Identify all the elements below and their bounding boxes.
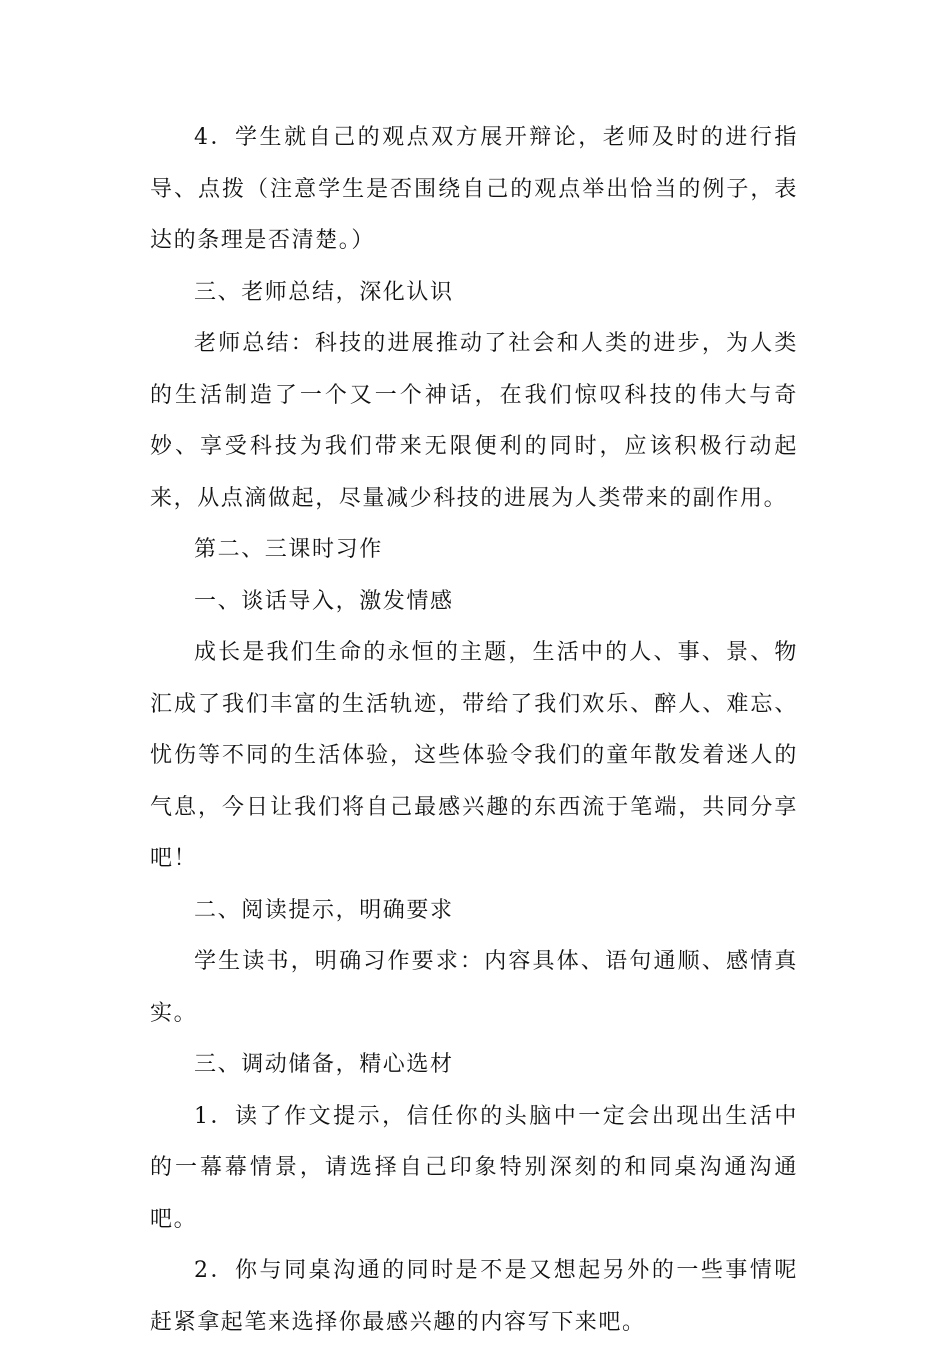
paragraph-debate-step-4: 4．学生就自己的观点双方展开辩论，老师及时的进行指导、点拨（注意学生是否围绕自己的观点举出恰当的例子，表达的条理是否清楚。） xyxy=(150,125,798,253)
paragraph-writing-requirements: 学生读书，明确习作要求：内容具体、语句通顺、感情真实。 xyxy=(150,949,798,1026)
heading-reading-tips: 二、阅读提示，明确要求 xyxy=(194,897,454,923)
paragraph-step-2: 2．你与同桌沟通的同时是不是又想起另外的一些事情呢赶紧拿起笔来选择你最感兴趣的内容写下来吧。 xyxy=(150,1258,798,1335)
document-body xyxy=(150,112,798,1348)
heading-material-selection: 三、调动储备，精心选材 xyxy=(194,1052,454,1077)
heading-teacher-summary: 三、老师总结，深化认识 xyxy=(194,279,454,305)
paragraph-step-1: 1．读了作文提示，信任你的头脑中一定会出现出生活中的一幕幕情景，请选择自己印象特别深刻的和同桌沟通沟通吧。 xyxy=(150,1103,798,1232)
heading-lessons-2-3-writing: 第二、三课时习作 xyxy=(194,537,383,562)
paragraph-growth-theme: 成长是我们生命的永恒的主题，生活中的人、事、景、物汇成了我们丰富的生活轨迹，带给了我们欢乐、醉人、难忘、忧伤等不同的生活体验，这些体验令我们的童年散发着迷人的气息，今日让我们将自己最感兴趣的东西流于笔端，共同分享吧！ xyxy=(150,640,798,871)
heading-conversation-intro: 一、谈话导入，激发情感 xyxy=(194,588,454,614)
paragraph-teacher-summary: 老师总结：科技的进展推动了社会和人类的进步，为人类的生活制造了一个又一个神话，在我们惊叹科技的伟大与奇妙、享受科技为我们带来无限便利的同时，应该积极行动起来，从点滴做起，尽量减少科技的进展为人类带来的副作用。 xyxy=(150,331,798,511)
